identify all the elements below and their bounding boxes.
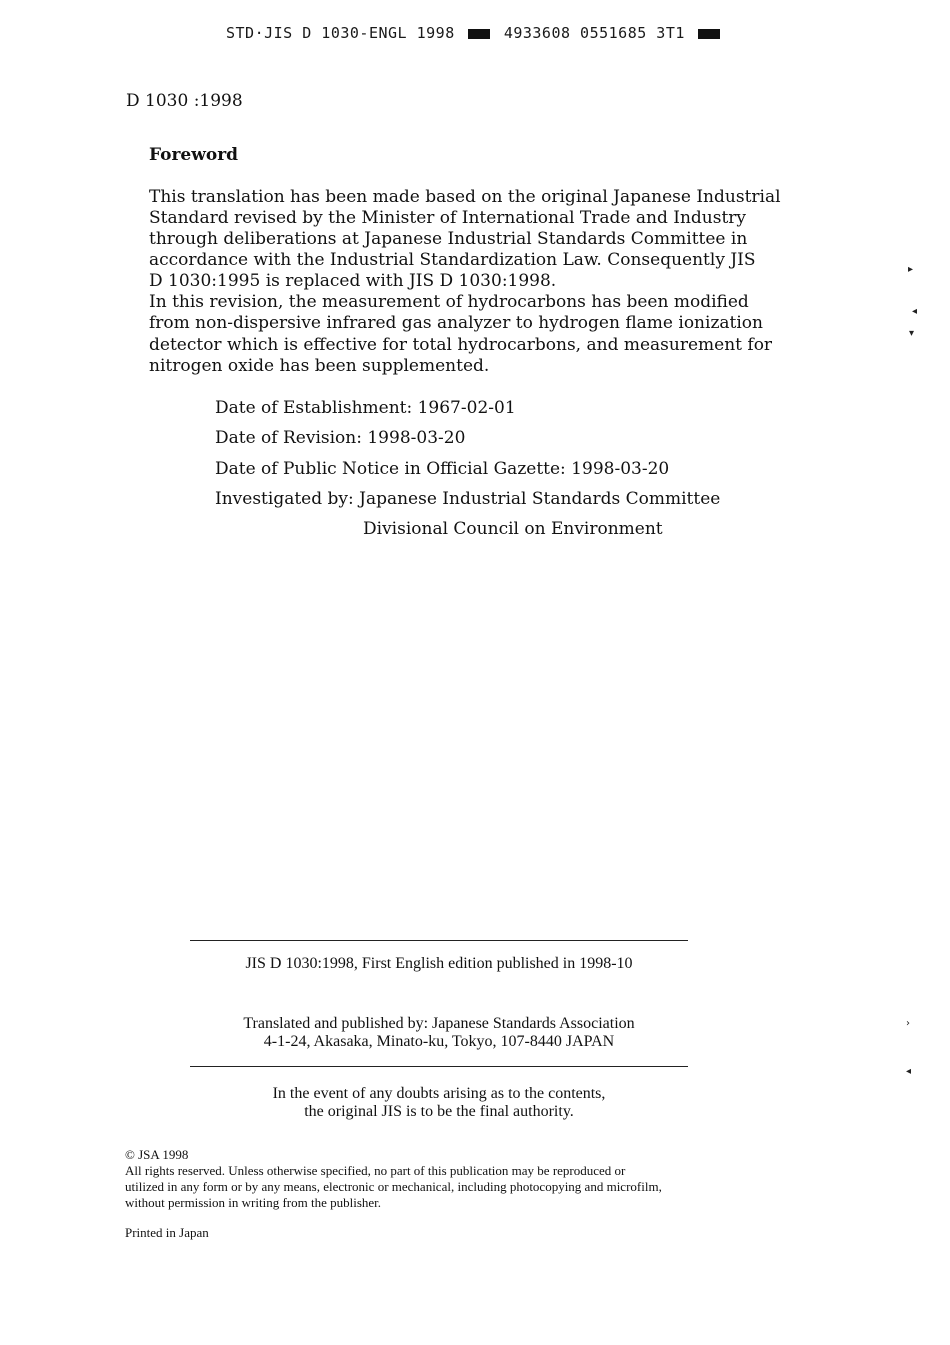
edition-note [190,955,688,973]
scan-header-code: STD·JIS D 1030-ENGL 1998 [226,24,455,42]
foreword-line: D 1030:1995 is replaced with JIS D 1030:1998. [149,271,557,291]
authority-line-1: In the event of any doubts arising as to the contents, [272,1085,606,1102]
rights-line-2: utilized in any form or by any means, electronic or mechanical, including photocopying and microfilm, [125,1179,662,1194]
rule-top [190,940,688,941]
publisher-line-2: 4-1-24, Akasaka, Minato-ku, Tokyo, 107-8440 JAPAN [263,1033,615,1050]
scan-header-number: 4933608 0551685 3T1 [503,24,685,42]
printed-in: Printed in Japan [125,1225,209,1240]
scan-block-mark-end [698,29,720,39]
rights-line-3: without permission in writing from the publisher. [125,1195,382,1210]
copyright-mark: © JSA 1998 [125,1147,189,1162]
scan-speck-mark: › [906,1018,910,1029]
investigated-by: Investigated by: Japanese Industrial Standards Committee [215,489,721,509]
document-id: D 1030 :1998 [126,91,243,111]
edition-text: JIS D 1030:1998, First English edition published in 1998-10 [245,955,633,972]
scan-speck-mark: ◂ [912,306,918,317]
scan-block-mark [468,29,490,39]
foreword-line: This translation has been made based on the original Japanese Industrial [149,187,781,207]
foreword-line: In this revision, the measurement of hydrocarbons has been modified [149,292,749,312]
foreword-line: through deliberations at Japanese Industrial Standards Committee in [149,229,748,249]
foreword-line: Standard revised by the Minister of International Trade and Industry [149,208,747,228]
publisher-note [190,1015,688,1051]
scan-speck-mark: ◂ [906,1066,912,1077]
foreword-line: detector which is effective for total hydrocarbons, and measurement for [149,335,773,355]
rights-line-1: All rights reserved. Unless otherwise specified, no part of this publication may be reproduced or [125,1163,626,1178]
foreword-line: nitrogen oxide has been supplemented. [149,356,490,376]
scan-speck-mark: ▾ [909,328,915,339]
foreword-line: accordance with the Industrial Standardization Law. Consequently JIS [149,250,756,270]
scan-header [226,24,724,42]
date-public-notice: Date of Public Notice in Official Gazette: 1998-03-20 [215,459,670,479]
date-revision: Date of Revision: 1998-03-20 [215,428,466,448]
rule-bottom [190,1066,688,1067]
foreword-line: from non-dispersive infrared gas analyzer to hydrogen flame ionization [149,313,763,333]
authority-note [190,1085,688,1121]
date-establishment: Date of Establishment: 1967-02-01 [215,398,516,418]
authority-line-2: the original JIS is to be the final authority. [304,1103,574,1120]
investigated-by-council: Divisional Council on Environment [363,519,663,539]
publisher-line-1: Translated and published by: Japanese Standards Association [243,1015,635,1032]
scan-speck-mark: ▸ [908,264,914,275]
foreword-title: Foreword [149,145,239,165]
